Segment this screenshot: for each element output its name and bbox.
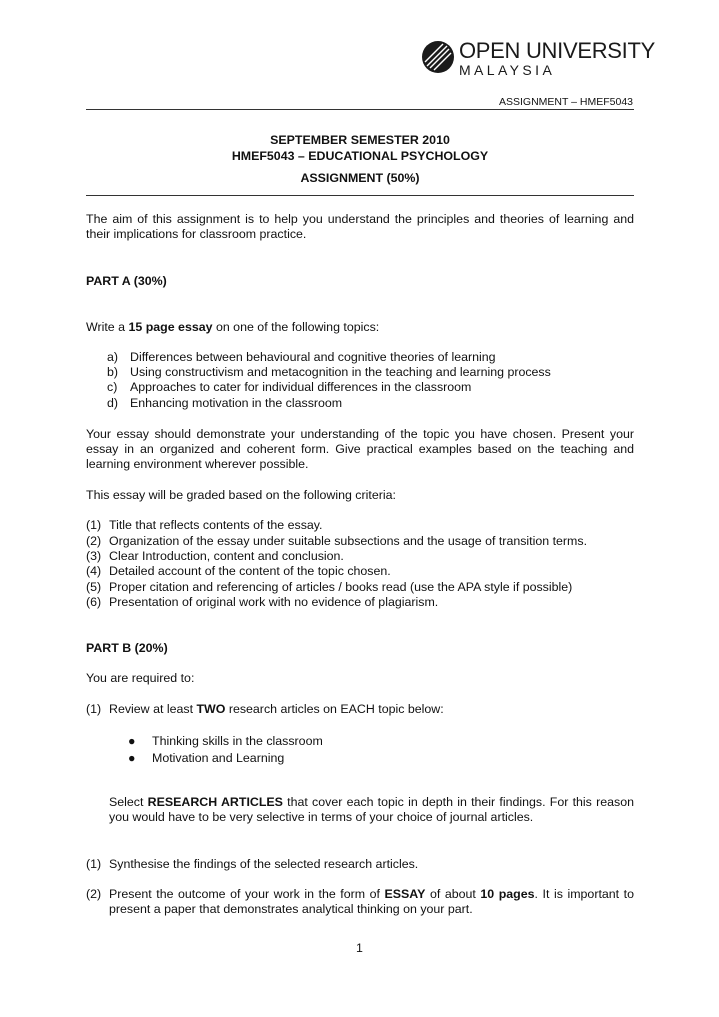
- topic-text: Differences between behavioural and cognitive theories of learning: [130, 350, 496, 364]
- item-label: (2): [86, 887, 102, 901]
- criteria-label: (6): [86, 595, 102, 609]
- criteria-item: [86, 518, 323, 533]
- criteria-text: Organization of the essay under suitable subsections and the usage of transition terms.: [109, 534, 588, 548]
- instruction-text-end: on one of the following topics:: [212, 320, 380, 334]
- criteria-label: (2): [86, 534, 102, 548]
- instruction-bold: 15 page essay: [128, 320, 213, 334]
- bullet-icon: ●: [128, 751, 136, 765]
- select-text: Select: [109, 795, 148, 809]
- criteria-text: Proper citation and referencing of articles / books read (use the APA style if possible): [109, 580, 573, 594]
- item-text: Synthesise the findings of the selected research articles.: [109, 857, 419, 871]
- criteria-item: [86, 595, 438, 610]
- criteria-text: Presentation of original work with no evidence of plagiarism.: [109, 595, 439, 609]
- topic-text: Enhancing motivation in the classroom: [130, 396, 343, 410]
- topic-item: [107, 365, 551, 380]
- essay-requirements-paragraph: Your essay should demonstrate your understanding of the topic you have chosen. Present your essay in an organized and coherent form. Give practical examples based on the teaching and learning environment wherever possible.: [86, 427, 634, 471]
- topic-label: c): [107, 380, 118, 394]
- semester-title: SEPTEMBER SEMESTER 2010: [270, 133, 450, 147]
- criteria-item: [86, 580, 572, 595]
- logo-text-line1: OPEN UNIVERSITY: [459, 38, 655, 63]
- instruction-text: Write a: [86, 320, 129, 334]
- part-b-intro: You are required to:: [86, 671, 195, 685]
- oum-globe-icon: [421, 40, 455, 74]
- topic-item: [107, 380, 471, 395]
- item-label: (1): [86, 857, 102, 871]
- item-text-mid: of about: [425, 887, 481, 901]
- bullet-icon: ●: [128, 734, 136, 748]
- item-bold: 10 pages: [480, 887, 535, 901]
- item-text-block: [109, 887, 634, 917]
- part-b-item: [86, 857, 418, 872]
- assignment-title: ASSIGNMENT (50%): [300, 171, 420, 185]
- bullet-text: Thinking skills in the classroom: [152, 734, 323, 748]
- criteria-text: Clear Introduction, content and conclusion.: [109, 549, 344, 563]
- topic-label: b): [107, 365, 119, 379]
- topic-label: a): [107, 350, 119, 364]
- part-a-instruction: [86, 320, 634, 335]
- page-number: 1: [356, 941, 363, 955]
- header-rule: [86, 109, 634, 110]
- title-rule: [86, 195, 634, 196]
- topic-text: Approaches to cater for individual differences in the classroom: [130, 380, 472, 394]
- course-title: HMEF5043 – EDUCATIONAL PSYCHOLOGY: [231, 149, 489, 163]
- header-assignment-code: ASSIGNMENT – HMEF5043: [498, 96, 633, 108]
- item-text: Review at least: [109, 702, 197, 716]
- part-b-item: [86, 702, 444, 717]
- criteria-intro: This essay will be graded based on the following criteria:: [86, 488, 396, 502]
- criteria-text: Detailed account of the content of the topic chosen.: [109, 564, 391, 578]
- select-text-end: that cover each topic in depth in their findings. For this reason you would have to be very selective in terms of your choice of journal articles.: [109, 795, 634, 824]
- item-text-end: . It is important to present a paper that demonstrates analytical thinking on your part.: [109, 887, 634, 916]
- intro-paragraph: The aim of this assignment is to help you understand the principles and theories of learning and their implications for classroom practice.: [86, 212, 634, 241]
- select-bold: RESEARCH ARTICLES: [147, 795, 283, 809]
- topic-item: [107, 350, 496, 365]
- logo-text-line2: MALAYSIA: [459, 62, 556, 78]
- criteria-item: [86, 564, 391, 579]
- criteria-label: (1): [86, 518, 102, 532]
- item-label: (1): [86, 702, 102, 716]
- item-bold: TWO: [196, 702, 226, 716]
- criteria-label: (5): [86, 580, 102, 594]
- bullet-item: [128, 751, 284, 766]
- item-text: Present the outcome of your work in the form of: [109, 887, 385, 901]
- bullet-text: Motivation and Learning: [152, 751, 285, 765]
- select-articles-paragraph: [109, 795, 634, 825]
- criteria-label: (3): [86, 549, 102, 563]
- criteria-text: Title that reflects contents of the essay.: [109, 518, 323, 532]
- topic-label: d): [107, 396, 119, 410]
- topic-text: Using constructivism and metacognition in the teaching and learning process: [130, 365, 551, 379]
- topic-item: [107, 396, 342, 411]
- criteria-item: [86, 549, 344, 564]
- criteria-label: (4): [86, 564, 102, 578]
- criteria-item: [86, 534, 587, 549]
- university-logo: [421, 38, 655, 84]
- item-text-end: research articles on EACH topic below:: [225, 702, 444, 716]
- bullet-item: [128, 734, 323, 749]
- item-bold: ESSAY: [384, 887, 426, 901]
- part-a-heading: PART A (30%): [86, 274, 167, 288]
- part-b-heading: PART B (20%): [86, 641, 168, 655]
